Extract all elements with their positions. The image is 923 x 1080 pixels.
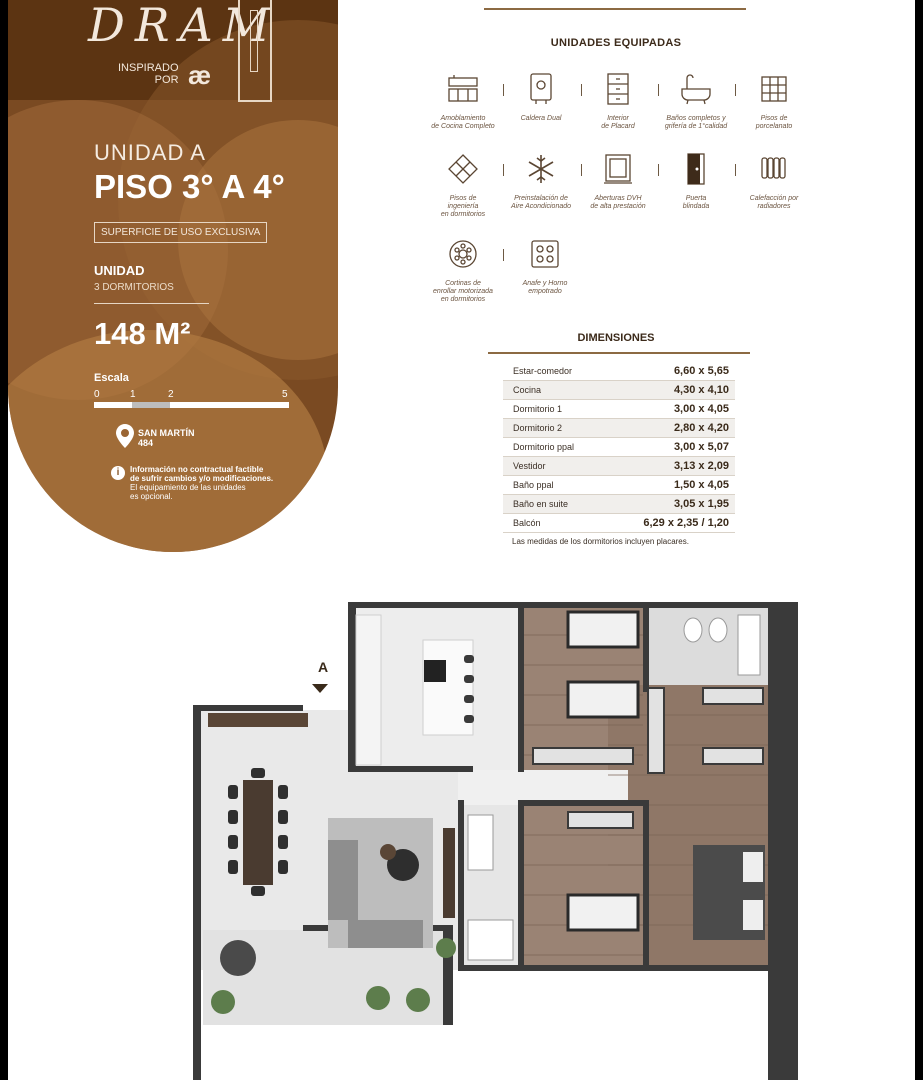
table-row: Cocina 4,30 x 4,10 [503,381,735,400]
table-row: Dormitorio 2 2,80 x 4,20 [503,419,735,438]
equipment-item: Aberturas DVH de alta prestación [578,152,658,211]
porcelain-tile-icon [757,72,791,106]
table-row: Balcón 6,29 x 2,35 / 1,20 [503,514,735,533]
equipment-title: UNIDADES EQUIPADAS [550,37,682,49]
disclaimer-text: Información no contractual factible de sufrir cambios y/o modificaciones. El equipamiento de las unidades es opcional. [130,465,274,501]
armored-door-icon [679,152,713,186]
divider [484,8,746,10]
table-row: Estar-comedor 6,60 x 5,65 [503,362,735,381]
unit-title: UNIDAD A [94,140,206,165]
brand-logo: DRAM [88,0,280,52]
unit-bedrooms: 3 DORMITORIOS [94,282,174,293]
scale-bar [94,402,289,408]
floor-plan [178,590,798,1080]
table-row: Baño en suite 3,05 x 1,95 [503,495,735,514]
equipment-item: Pisos de ingeniería en dormitorios [423,152,503,219]
location-address: SAN MARTÍN 484 [138,428,195,448]
equipment-item: Amoblamiento de Cocina Completo [423,72,503,131]
unit-area: 148 M² [94,316,191,351]
brochure-page [8,0,915,1080]
equipment-item: Puerta blindada [656,152,736,211]
table-row: Dormitorio ppal 3,00 x 5,07 [503,438,735,457]
unit-floors: PISO 3° A 4° [94,168,285,205]
engineered-floor-icon [446,152,480,186]
info-icon: i [111,466,125,480]
equipment-item: Pisos de porcelanato [734,72,814,131]
unit-info-panel [8,0,338,552]
exclusive-area-badge: SUPERFICIE DE USO EXCLUSIVA [94,222,267,243]
table-row: Baño ppal 1,50 x 4,05 [503,476,735,495]
equipment-item: Preinstalación de Aire Acondicionado [501,152,581,211]
equipment-item: Interior de Placard [578,72,658,131]
bathtub-icon [679,72,713,106]
kitchen-furniture-icon [446,72,480,106]
radiator-icon [757,152,791,186]
location-pin-icon [116,424,134,448]
snowflake-icon [524,152,558,186]
table-row: Dormitorio 1 3,00 x 4,05 [503,400,735,419]
table-row: Vestidor 3,13 x 2,09 [503,457,735,476]
roller-blind-icon [446,237,480,271]
equipment-item: Anafe y Horno empotrado [505,237,585,296]
cooktop-oven-icon [528,237,562,271]
entry-label: A [318,659,329,675]
closet-interior-icon [601,72,635,106]
entry-arrow-icon [312,684,328,693]
dimensions-title: DIMENSIONES [577,332,655,344]
equipment-item: Baños completos y grifería de 1°calidad [656,72,736,131]
dimensions-table [503,362,735,533]
building-icon [238,0,272,102]
divider [488,352,750,354]
equipment-item: Calefacción por radiadores [734,152,814,211]
scale-ticks: 0 1 2 5 [94,389,288,400]
divider [94,303,209,304]
ae-logo: æ [188,60,212,90]
window-dvh-icon [601,152,635,186]
inspired-by-text: INSPIRADO POR [118,62,179,86]
scale-label: Escala [94,372,129,384]
unit-type-label: UNIDAD [94,263,145,278]
equipment-item: Cortinas de enrollar motorizada en dormitorios [423,237,503,304]
dimensions-note: Las medidas de los dormitorios incluyen placares. [512,537,689,546]
equipment-item: Caldera Dual [501,72,581,123]
dual-boiler-icon [524,72,558,106]
